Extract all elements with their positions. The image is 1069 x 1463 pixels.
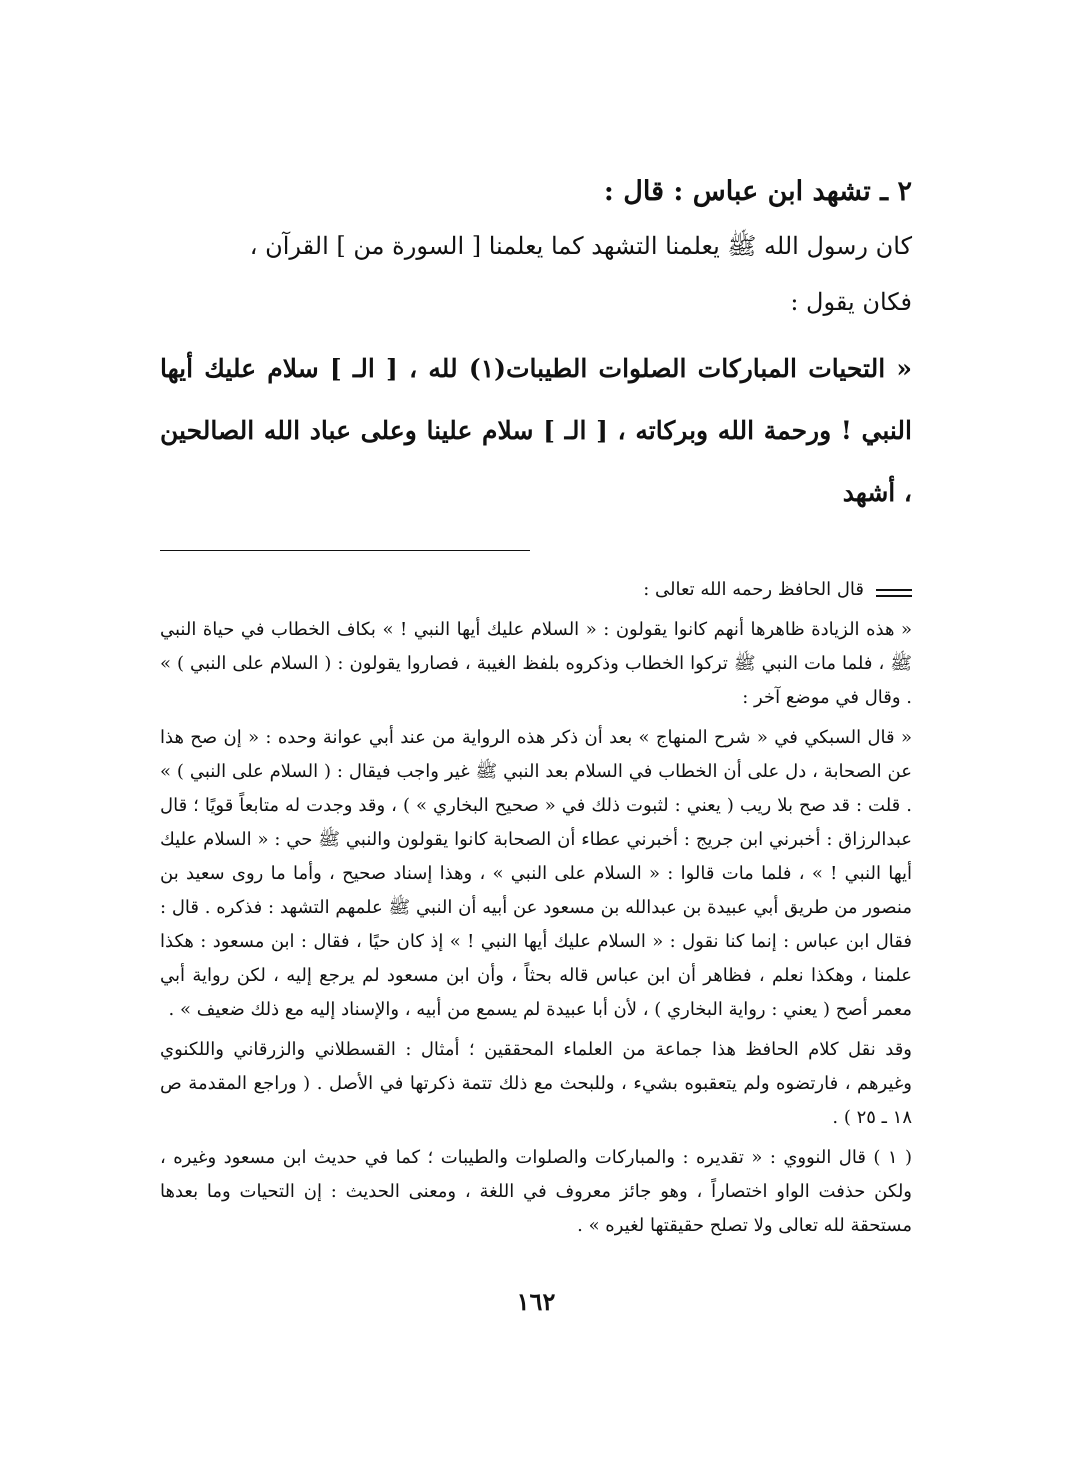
footnote-hafiz-quote: « هذه الزيادة ظاهرها أنهم كانوا يقولون : « السلام عليك أيها النبي ! » بكاف الخطاب في حياة النبي ﷺ ، فلما مات النبي ﷺ تركوا الخطاب وذكروه بلفظ الغيبة ، فصاروا يقولون : ( السلام على النبي ) » . وقال في موضع آخر : [160, 619, 912, 708]
footnote-divider [160, 550, 530, 551]
tashahhud-text: « التحيات المباركات الصلوات الطيبات(١) لله ، [ الـ ] سلام عليك أيها النبي ! ورحمة الله وبركاته ، [ الـ ] سلام علينا وعلى عباد الله الصالحين ، أشهد [160, 354, 912, 507]
book-page [160, 172, 912, 1372]
intro-line-1: كان رسول الله ﷺ يعلمنا التشهد كما يعلمنا [ السورة من ] القرآن ، [249, 232, 912, 260]
page-number: ١٦٢ [516, 1287, 556, 1316]
footnote-nawawi-note: ( ١ ) قال النووي : « تقديره : والمباركات والصلوات والطيبات ؛ كما في حديث ابن مسعود وغيره ، ولكن حذفت الواو اختصاراً ، وهو جائز معروف في اللغة ، ومعنى الحديث : إن التحيات وما بعدها مستحقة لله تعالى ولا تصلح حقيقتها لغيره » . [160, 1147, 912, 1236]
footnote-transmission-note: وقد نقل كلام الحافظ هذا جماعة من العلماء المحققين ؛ أمثال : القسطلاني والزرقاني واللكنوي وغيرهم ، فارتضوه ولم يتعقبوه بشيء ، وللبحث مع ذلك تتمة ذكرتها في الأصل . ( وراجع المقدمة ص ١٨ ـ ٢٥ ) . [160, 1039, 912, 1128]
footnote-marker-icon [876, 589, 912, 597]
footnote-hafiz-intro-text: قال الحافظ رحمه الله تعالى : [643, 579, 864, 600]
footnote-subki-quote: « قال السبكي في « شرح المنهاج » بعد أن ذكر هذه الرواية من عند أبي عوانة وحده : « إن صح هذا عن الصحابة ، دل على أن الخطاب في السلام بعد النبي ﷺ غير واجب فيقال : ( السلام على النبي ) » . قلت : قد صح بلا ريب ( يعني : لثبوت ذلك في « صحيح البخاري » ) ، وقد وجدت له متابعاً قويًا ؛ قال عبدالرزاق : أخبرني ابن جريج : أخبرني عطاء أن الصحابة كانوا يقولون والنبي ﷺ حي : « السلام عليك أيها النبي ! » ، فلما مات قالوا : « السلام على النبي » ، وهذا إسناد صحيح ، وأما ما روى سعيد بن منصور من طريق أبي عبيدة بن عبدالله بن مسعود عن أبيه أن النبي ﷺ علمهم التشهد : فذكره . قال : فقال ابن عباس : إنما كنا نقول : « السلام عليك أيها النبي ! » إذ كان حيًا ، فقال : ابن مسعود : هكذا علمنا ، وهكذا نعلم ، فظاهر أن ابن عباس قاله بحثاً ، وأن ابن مسعود لم يرجع إليه ، لكن رواية أبي معمر أصح ( يعني : رواية البخاري ) ، لأن أبا عبيدة لم يسمع من أبيه ، والإسناد إليه مع ذلك ضعيف » . [160, 727, 912, 1020]
intro-line-2: فكان يقول : [790, 288, 912, 316]
footnote-hafiz-intro [160, 573, 912, 607]
section-heading: ٢ ـ تشهد ابن عباس : قال : [603, 176, 912, 207]
